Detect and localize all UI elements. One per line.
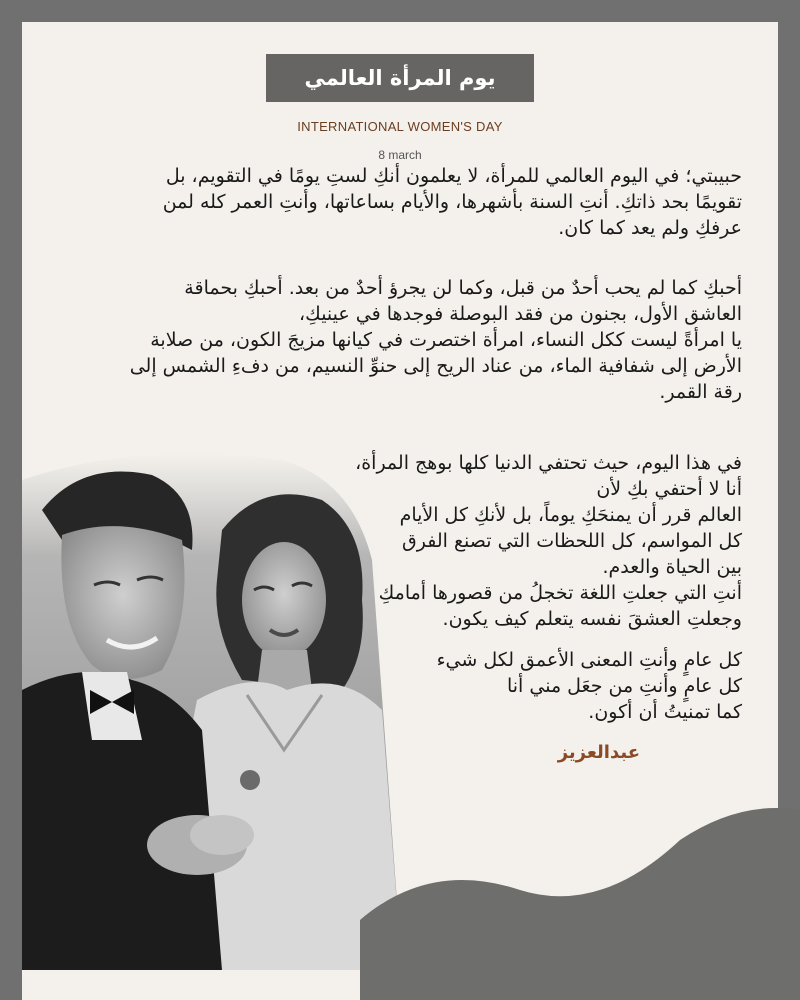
- poem-paragraph-4: [342, 647, 742, 725]
- poem-line: كل عامٍ وأنتِ المعنى الأعمق لكل شيء: [436, 649, 742, 671]
- poem-line: وجعلتِ العشقَ نفسه يتعلم كيف يكون.: [442, 608, 742, 630]
- poem-line: كما تمنيتُ أن أكون.: [588, 701, 742, 723]
- poem-line: حبيبتي؛ في اليوم العالمي للمرأة، لا يعلمون أنكِ لستِ يومًا في التقويم، بل: [165, 165, 742, 187]
- date-label: 8 march: [378, 148, 422, 162]
- poem-line: بين الحياة والعدم.: [602, 556, 742, 578]
- poem-line: عرفكِ ولم يعد كما كان.: [558, 217, 742, 239]
- poem-line: العالم قرر أن يمنحَكِ يوماً، بل لأنكِ كل الأيام: [399, 504, 742, 526]
- poem-line: كل المواسم، كل اللحظات التي تصنع الفرق: [402, 530, 742, 552]
- poem-paragraph-1: [52, 163, 742, 241]
- poem-line: أنتِ التي جعلتِ اللغة تخجلُ من قصورها أمامكِ: [378, 582, 742, 604]
- title-banner: [266, 54, 534, 102]
- poem-line: رقة القمر.: [659, 381, 742, 403]
- poem-paragraph-2: [42, 275, 742, 405]
- poem-line: في هذا اليوم، حيث تحتفي الدنيا كلها بوهج المرأة، أنا لا أحتفي بكِ لأن: [355, 452, 742, 500]
- poem-line: الأرض إلى شفافية الماء، من عناد الريح إلى حنوِّ النسيم، من دفءِ الشمس إلى: [129, 355, 742, 377]
- poem-line: العاشق الأول، بجنون من فقد البوصلة فوجدها في عينيكِ،: [299, 303, 742, 325]
- poem-line: يا امرأةً ليست ككل النساء، امرأة اختصرت في كيانها مزيجَ الكون، من صلابة: [150, 329, 742, 351]
- poem-line: كل عامٍ وأنتِ من جعَل مني أنا: [506, 675, 742, 697]
- poem-line: أحبكِ كما لم يحب أحدٌ من قبل، وكما لن يجرؤ أحدٌ من بعد. أحبكِ بحماقة: [184, 277, 742, 299]
- poem-line: تقويمًا بحد ذاتكِ. أنتِ السنة بأشهرها، والأيام بساعاتها، وأنتِ العمر كله لمن: [162, 191, 742, 213]
- poem-paragraph-3: [352, 450, 742, 632]
- bottom-wave-decoration: [0, 800, 800, 1000]
- page-subtitle: INTERNATIONAL WOMEN'S DAY: [297, 119, 503, 134]
- signature: عبدالعزيز: [557, 742, 640, 763]
- page-title: يوم المرأة العالمي: [304, 66, 496, 90]
